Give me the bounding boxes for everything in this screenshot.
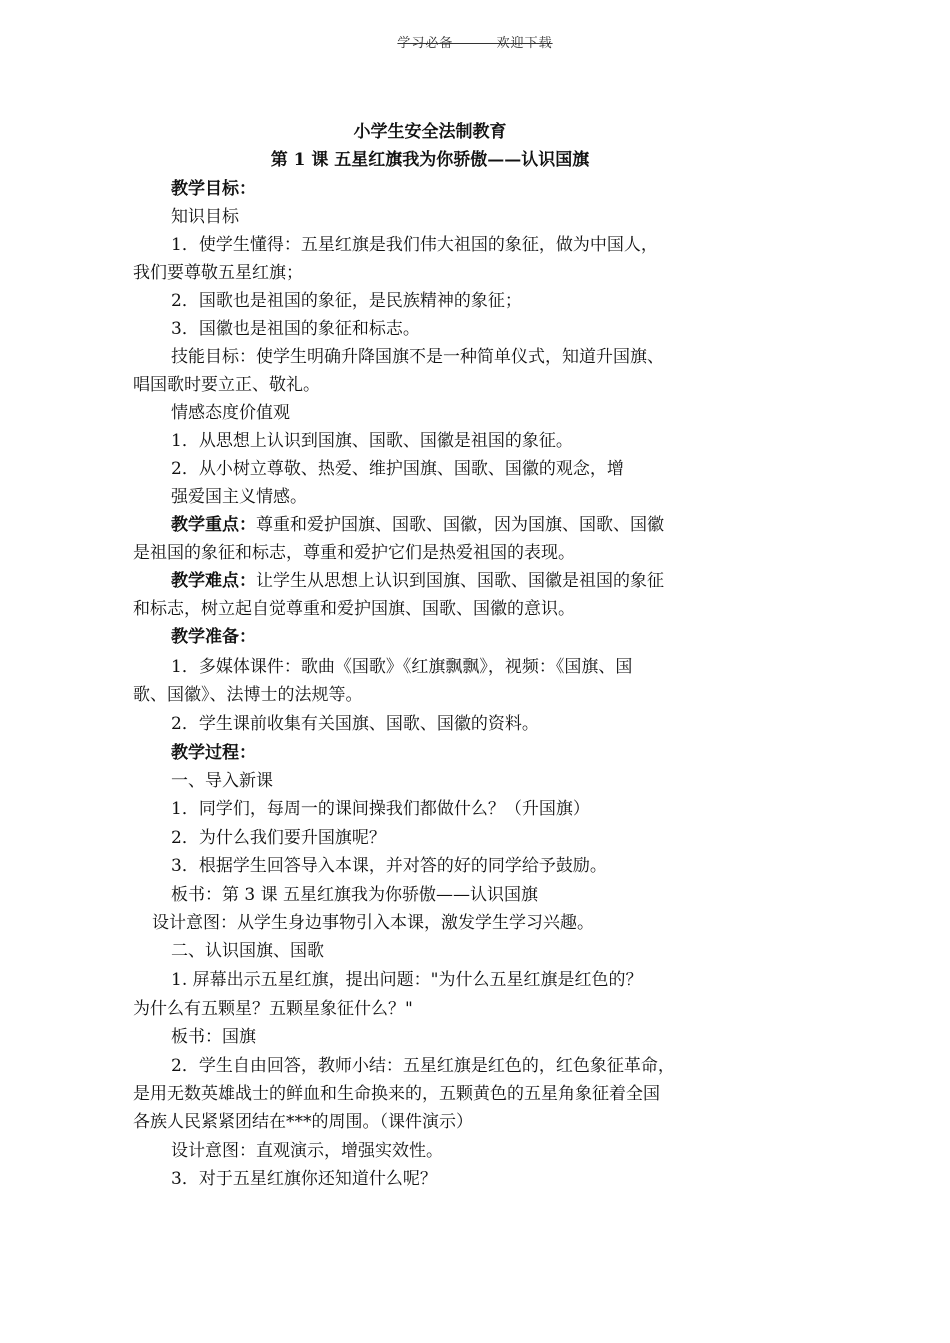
section-heading-preparation: 教学准备： [171,627,256,647]
text-line: 是用无数英雄战士的鲜血和生命换来的，五颗黄色的五星角象征着全国 [133,1084,660,1104]
lesson-subtitle: 第 1 课 五星红旗我为你骄傲——认识国旗 [270,150,590,170]
text-line: 一、导入新课 [171,771,273,791]
text-line: 二、认识国旗、国歌 [171,941,324,961]
key-points-text: 尊重和爱护国旗、国歌、国徽，因为国旗、国歌、国徽 [256,515,664,535]
text-line: 设计意图：直观演示，增强实效性。 [171,1141,443,1161]
page-header [0,32,950,51]
section-heading-process: 教学过程： [171,743,256,763]
text-line: 设计意图：从学生身边事物引入本课，激发学生学习兴趣。 [152,913,594,933]
text-line: 知识目标 [171,207,239,227]
text-line: 歌、国徽》、法博士的法规等。 [133,685,363,705]
document-title: 小学生安全法制教育 [353,122,507,142]
text-line: 为什么有五颗星？五颗星象征什么？" [133,999,413,1019]
text-line: 强爱国主义情感。 [171,487,307,507]
text-line: 和标志，树立起自觉尊重和爱护国旗、国歌、国徽的意识。 [133,599,575,619]
text-line: 是祖国的象征和标志，尊重和爱护它们是热爱祖国的表现。 [133,543,575,563]
text-line: 板书：国旗 [171,1027,256,1047]
difficulties-text: 让学生从思想上认识到国旗、国歌、国徽是祖国的象征 [256,571,664,591]
text-line: 3．国徽也是祖国的象征和标志。 [171,319,420,339]
key-points-label: 教学重点： [171,515,256,535]
text-line: 1．多媒体课件：歌曲《国歌》《红旗飘飘》，视频：《国旗、国 [171,657,633,677]
text-line: 唱国歌时要立正、敬礼。 [133,375,320,395]
text-line: 2．国歌也是祖国的象征，是民族精神的象征； [171,291,522,311]
text-line: 3．对于五星红旗你还知道什么呢？ [171,1169,437,1189]
text-line: 各族人民紧紧团结在***的周围。（课件演示） [133,1112,473,1132]
key-points-line [171,511,664,539]
text-line: 1．从思想上认识到国旗、国歌、国徽是祖国的象征。 [171,431,573,451]
text-line: 我们要尊敬五星红旗； [133,263,303,283]
text-line: 2．学生课前收集有关国旗、国歌、国徽的资料。 [171,714,539,734]
difficulties-label: 教学难点： [171,571,256,591]
text-line: 技能目标：使学生明确升降国旗不是一种简单仪式，知道升国旗、 [171,347,664,367]
text-line: 情感态度价值观 [171,403,290,423]
text-line: 2．学生自由回答，教师小结：五星红旗是红色的，红色象征革命， [171,1056,675,1076]
section-heading-objectives: 教学目标： [171,179,256,199]
text-line: 1．使学生懂得：五星红旗是我们伟大祖国的象征，做为中国人， [171,235,658,255]
text-line: 2．从小树立尊敬、热爱、维护国旗、国歌、国徽的观念，增 [171,459,624,479]
difficulties-line [171,567,664,595]
text-line: 1. 屏幕出示五星红旗，提出问题："为什么五星红旗是红色的？ [171,970,643,990]
text-line: 2．为什么我们要升国旗呢？ [171,828,386,848]
text-line: 板书：第 3 课 五星红旗我为你骄傲——认识国旗 [171,885,539,905]
text-line: 1．同学们，每周一的课间操我们都做什么？（升国旗） [171,799,590,819]
text-line: 3．根据学生回答导入本课，并对答的好的同学给予鼓励。 [171,856,607,876]
page-header-text: 学习必备--------欢迎下载 [397,36,553,51]
